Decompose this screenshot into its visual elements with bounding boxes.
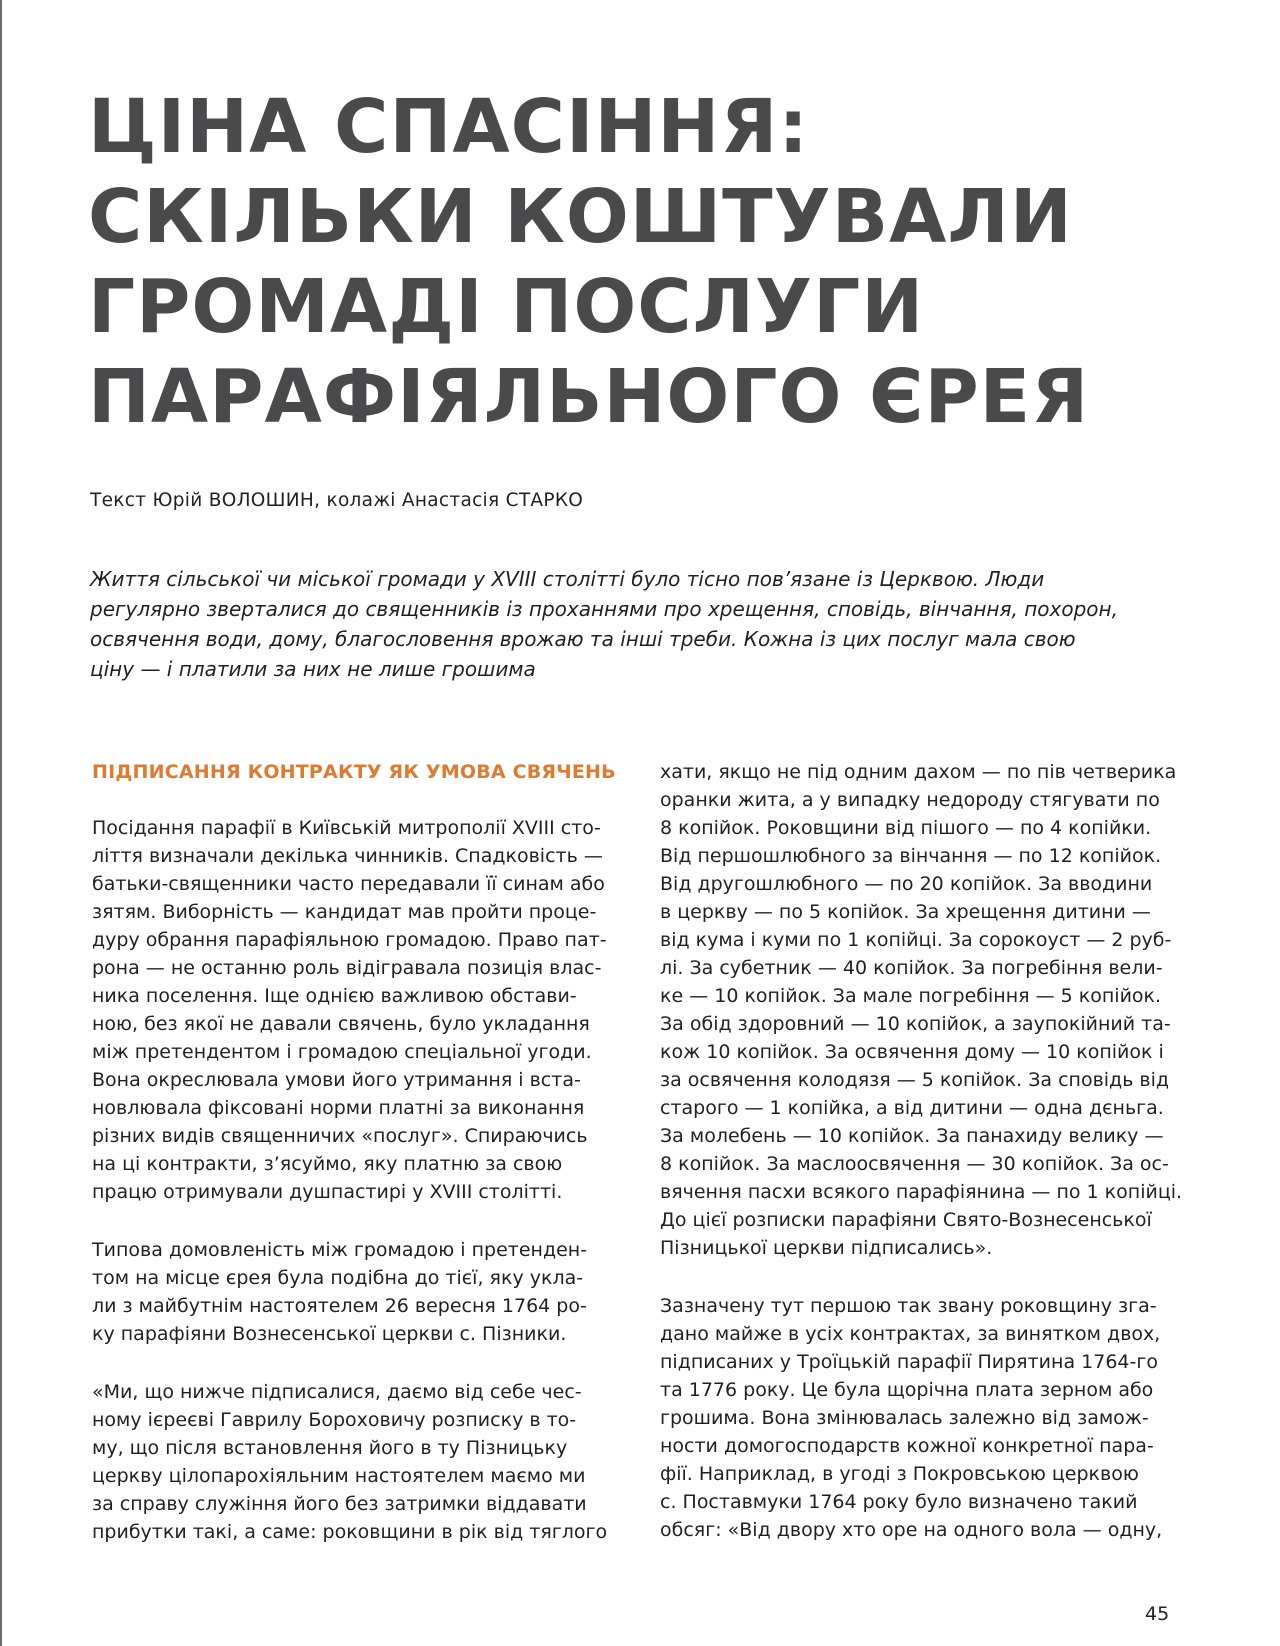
paragraph-line: грошима. Вона змінювалась залежно від замож- [660, 1407, 1149, 1429]
paragraph-line: обсяг: «Від двору хто оре на одного вола — одну, [660, 1519, 1163, 1541]
paragraph-line: кож 10 копійок. За освячення дому — 10 копійок і [660, 1041, 1164, 1063]
paragraph-line: від кума і куми по 1 копійці. За сорокоуст — 2 руб- [660, 929, 1172, 951]
paragraph-line: рона — не останню роль відігравала позиція влас- [92, 957, 602, 979]
paragraph-line: новлювала фіксовані норми платні за виконання [92, 1097, 585, 1119]
paragraph-line: ною, без якої не давали свячень, було укладання [92, 1013, 590, 1035]
section-heading: ПІДПИСАННЯ КОНТРАКТУ ЯК УМОВА СВЯЧЕНЬ [92, 761, 616, 783]
paragraph-line: До цієї розписки парафіяни Свято-Вознесенської [660, 1209, 1152, 1231]
paragraph-line: за справу служіння його без затримки віддавати [92, 1493, 587, 1515]
lead-line: Життя сільської чи міської громади у XVIII столітті було тісно пов’язане із Церквою. Люди [90, 567, 1045, 591]
lead-line: ціну — і платили за них не лише грошима [90, 657, 536, 681]
paragraph-line: вячення пасхи всякого парафіянина — по 1 копійці. [660, 1181, 1183, 1203]
paragraph-line: ку парафіяни Вознесенської церкви с. Пізники. [92, 1323, 567, 1345]
paragraph-line: на ці контракти, з’ясуймо, яку платню за свою [92, 1153, 563, 1175]
paragraph-line: Типова домовленість між громадою і претенден- [92, 1239, 588, 1261]
paragraph-line: Пізницької церкви підписались». [660, 1237, 993, 1259]
paragraph-line: зятям. Виборність — кандидат мав пройти проце- [92, 901, 597, 923]
paragraph-line: 8 копійок. За маслоосвячення — 30 копійок. За ос- [660, 1153, 1169, 1175]
title-line: СКІЛЬКИ КОШТУВАЛИ [88, 174, 1073, 260]
paragraph-line: старого — 1 копійка, а від дитини — одна дєньга. [660, 1097, 1164, 1119]
paragraph-line: ке — 10 копійок. За мале погребіння — 5 копійок. [660, 985, 1162, 1007]
paragraph-line: с. Поставмуки 1764 року було визначено такий [660, 1491, 1138, 1513]
paragraph-line: хати, якщо не під одним дахом — по пів четверика [660, 761, 1177, 783]
paragraph-line: за освячення колодязя — 5 копійок. За сповідь від [660, 1069, 1170, 1091]
paragraph-line: му, що після встановлення його в ту Пізницьку [92, 1437, 568, 1459]
paragraph-line: підписаних у Троїцькій парафії Пирятина 1764-го [660, 1351, 1158, 1373]
paragraph-line: ности домогосподарств кожної конкретної пара- [660, 1435, 1154, 1457]
title-line: ЦІНА СПАСІННЯ: [88, 84, 809, 170]
body-paragraph-1 [92, 814, 612, 1206]
paragraph-line: між претендентом і громадою спеціальної угоди. [92, 1041, 592, 1063]
paragraph-line: «Ми, що нижче підписалися, даємо від себе чес- [92, 1381, 582, 1403]
paragraph-line: том на місце єрея була подібна до тієї, яку укла- [92, 1267, 584, 1289]
body-paragraph-3 [92, 1378, 612, 1546]
title-line: ПАРАФІЯЛЬНОГО ЄРЕЯ [88, 354, 1090, 440]
paragraph-line: Посідання парафії в Київській митрополії XVIII сто- [92, 817, 601, 839]
paragraph-line: ному ієреєві Гаврилу Бороховичу розписку в то- [92, 1409, 577, 1431]
article-title [88, 82, 1238, 442]
paragraph-line: Зазначену тут першою так звану роковщину зга- [660, 1295, 1157, 1317]
paragraph-line: лі. За субетник — 40 копійок. За погребіння вели- [660, 957, 1163, 979]
paragraph-line: За обід здоровний — 10 копійок, а заупокійний та- [660, 1013, 1171, 1035]
paragraph-line: дано майже в усіх контрактах, за винятком двох, [660, 1323, 1161, 1345]
paragraph-line: оранки жита, а у випадку недороду стягувати по [660, 789, 1160, 811]
body-paragraph-5 [660, 1292, 1180, 1544]
paragraph-line: Від другошлюбного — по 20 копійок. За вводини [660, 873, 1153, 895]
paragraph-line: За молебень — 10 копійок. За панахиду велику — [660, 1125, 1164, 1147]
body-paragraph-4 [660, 758, 1183, 1262]
title-line: ГРОМАДІ ПОСЛУГИ [88, 264, 925, 350]
paragraph-line: ліття визначали декілька чинників. Спадковість — [92, 845, 603, 867]
paragraph-line: Вона окреслювала умови його утримання і вста- [92, 1069, 581, 1091]
page-edge [0, 0, 2, 1646]
byline: Текст Юрій ВОЛОШИН, колажі Анастасія СТАРКО [90, 490, 584, 511]
paragraph-line: ника поселення. Іще однією важливою обстави- [92, 985, 577, 1007]
paragraph-line: працю отримували душпастирі у XVIII столітті. [92, 1181, 563, 1203]
paragraph-line: фії. Наприклад, в угоді з Покровською церквою [660, 1463, 1139, 1485]
paragraph-line: прибутки такі, а саме: роковщини в рік від тяглого [92, 1521, 608, 1543]
lead-paragraph [90, 564, 1170, 684]
paragraph-line: та 1776 року. Це була щорічна плата зерном або [660, 1379, 1154, 1401]
paragraph-line: дуру обрання парафіяльною громадою. Право пат- [92, 929, 607, 951]
paragraph-line: Від першошлюбного за вінчання — по 12 копійок. [660, 845, 1162, 867]
lead-line: освячення води, дому, благословення врожаю та інші треби. Кожна із цих послуг мала свою [90, 627, 1076, 651]
body-paragraph-2 [92, 1236, 612, 1348]
lead-line: регулярно зверталися до священників із проханнями про хрещення, сповідь, вінчання, похорон, [90, 597, 1118, 621]
paragraph-line: різних видів священничих «послуг». Спираючись [92, 1125, 588, 1147]
paragraph-line: в церкву — по 5 копійок. За хрещення дитини — [660, 901, 1151, 923]
paragraph-line: 8 копійок. Роковщини від пішого — по 4 копійки. [660, 817, 1152, 839]
paragraph-line: батьки-священники часто передавали її синам або [92, 873, 605, 895]
page-number: 45 [1145, 1603, 1170, 1625]
paragraph-line: ли з майбутнім настоятелем 26 вересня 1764 ро- [92, 1295, 587, 1317]
paragraph-line: церкву цілопарохіяльним настоятелем маємо ми [92, 1465, 586, 1487]
